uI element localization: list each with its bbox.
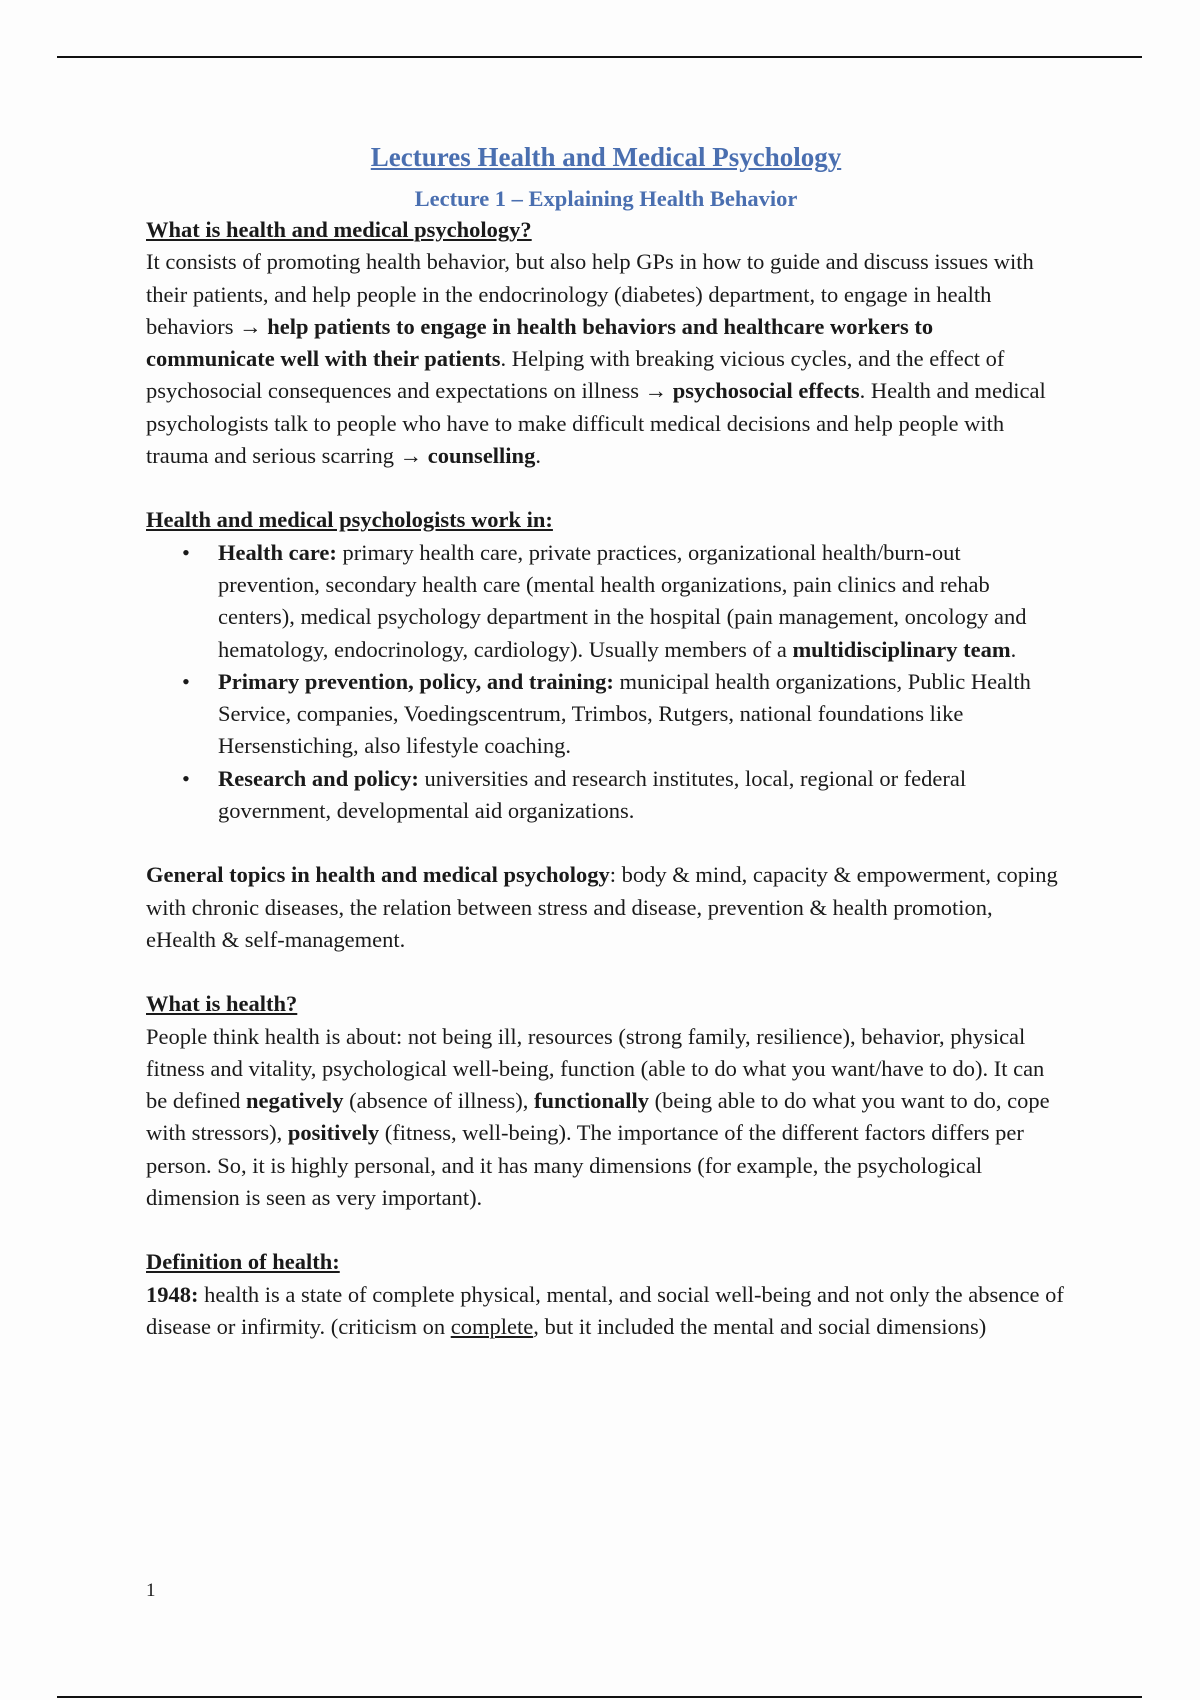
page-number: 1 bbox=[146, 1580, 156, 1601]
document-body bbox=[146, 140, 1066, 1343]
document-title: Lectures Health and Medical Psychology bbox=[370, 142, 842, 172]
list-item: • Primary prevention, policy, and training: municipal health organizations, Public Health Service, companies, Voedingscentrum, Trimbos, Rutgers, national foundations like Hersenstiching, also lifestyle coaching. bbox=[218, 666, 1066, 763]
list-item: • Research and policy: universities and research institutes, local, regional or federal government, developmental aid organizations. bbox=[218, 763, 1066, 828]
definition-paragraph: 1948: health is a state of complete physical, mental, and social well-being and not only the absence of disease or infirmity. (criticism on complete, but it included the mental and social dimensions) bbox=[146, 1281, 1064, 1339]
list-item: • Health care: primary health care, private practices, organizational health/burn-out prevention, secondary health care (mental health organizations, pain clinics and rehab centers), medical psychology department in the hospital (pain management, oncology and hematology, endocrinology, cardiology). Usually members of a multidisciplinary team. bbox=[218, 537, 1066, 666]
section-heading-what-is-hmp: What is health and medical psychology? bbox=[146, 217, 532, 242]
section-heading-what-is-health: What is health? bbox=[146, 991, 298, 1017]
section-heading-definition: Definition of health: bbox=[146, 1249, 340, 1275]
what-is-health-paragraph: People think health is about: not being ill, resources (strong family, resilience), behavior, physical fitness and vitality, psychological well-being, function (able to do what you want/have to do). It can be defined negatively (absence of illness), functionally (being able to do what you want to do, cope with stressors), positively (fitness, well-being). The importance of the different factors differs per person. So, it is highly personal, and it has many dimensions (for example, the psychological dimension is seen as very important). bbox=[146, 1023, 1050, 1211]
section-paragraph-what-is-hmp: It consists of promoting health behavior, but also help GPs in how to guide and discuss issues with their patients, and help people in the endocrinology (diabetes) department, to engage in health behaviors → help patients to engage in health behaviors and healthcare workers to communicate well with their patients. Helping with breaking vicious cycles, and the effect of psychosocial consequences and expectations on illness → psychosocial effects. Health and medical psychologists talk to people who have to make difficult medical decisions and help people with trauma and serious scarring → counselling. bbox=[146, 249, 1046, 469]
top-rule bbox=[57, 56, 1142, 58]
section-heading-work-in: Health and medical psychologists work in: bbox=[146, 507, 553, 533]
work-in-list bbox=[146, 537, 1066, 828]
lecture-subtitle: Lecture 1 – Explaining Health Behavior bbox=[414, 186, 798, 211]
bottom-rule bbox=[57, 1696, 1142, 1698]
general-topics-paragraph: General topics in health and medical psychology: body & mind, capacity & empowerment, coping with chronic diseases, the relation between stress and disease, prevention & health promotion, eHealth & self-management. bbox=[146, 862, 1058, 952]
